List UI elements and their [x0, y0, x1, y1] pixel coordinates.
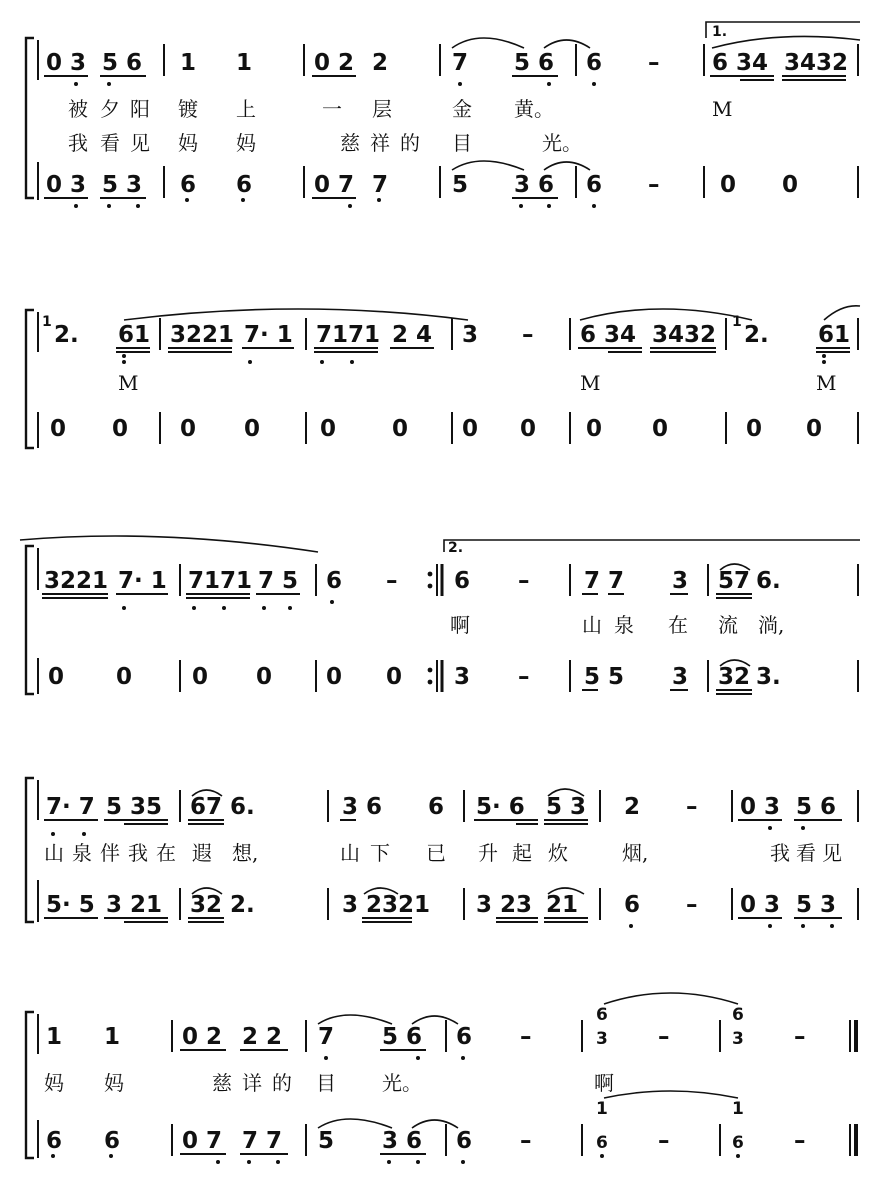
note: 7· 1 [118, 568, 167, 594]
system-brace [26, 38, 34, 198]
note: 5 35 [106, 794, 163, 820]
lyric: 详 [242, 1071, 262, 1095]
lyric: 黄。 [514, 97, 554, 121]
lyrics-verse-1 [44, 841, 842, 865]
note: 3 21 [106, 892, 163, 918]
lyric: 淌, [758, 613, 785, 637]
dash: – [386, 568, 398, 594]
note: 0 [50, 416, 67, 442]
lyric: 见 [130, 131, 150, 155]
note: 7 [318, 1024, 335, 1050]
volta-number: 2. [448, 540, 464, 556]
dash: – [522, 322, 534, 348]
note-dot [348, 204, 352, 208]
note: 5 6 [382, 1024, 423, 1050]
chord-upper: 6 [732, 1005, 744, 1025]
note: 3 [672, 664, 689, 690]
note-dot [519, 204, 523, 208]
note-dot [192, 606, 196, 610]
note: 2 [372, 50, 389, 76]
note: 21 [546, 892, 579, 918]
note-dot [830, 924, 834, 928]
dash: – [648, 172, 660, 198]
note: 5 6 [102, 50, 143, 76]
note: 0 [320, 416, 337, 442]
note-dot [350, 360, 354, 364]
note: 6. [756, 568, 781, 594]
note: 5 6 [796, 794, 837, 820]
lyric: 妈 [178, 131, 198, 155]
note-dot [822, 360, 826, 364]
chord-lower: 3 [732, 1029, 744, 1049]
alto-line [48, 660, 858, 694]
note-dot [324, 1056, 328, 1060]
lyric: 伴 [100, 841, 120, 865]
lyric: 慈 [340, 131, 360, 155]
alto-line [44, 161, 858, 208]
note: 0 3 [740, 892, 781, 918]
note: 3 6 [342, 794, 383, 820]
lyric: 我 [128, 841, 148, 865]
lyric: 妈 [236, 131, 256, 155]
note: 7 5 [258, 568, 299, 594]
note: 3 [454, 664, 471, 690]
note: 1 [236, 50, 253, 76]
note-dot [107, 82, 111, 86]
lyric: 起 [512, 841, 532, 865]
note: 5 3 [546, 794, 587, 820]
note: 1 [180, 50, 197, 76]
slur [824, 306, 860, 320]
lyrics-verse-2 [68, 131, 582, 155]
note-dot [51, 1154, 55, 1158]
note-dot [416, 1160, 420, 1164]
dash: – [520, 1024, 532, 1050]
note: 6 [180, 172, 197, 198]
note: 0 [116, 664, 133, 690]
dash: – [686, 892, 698, 918]
note: 6. [230, 794, 255, 820]
soprano-line [46, 993, 856, 1060]
note: 2 4 [392, 322, 433, 348]
note-dot [222, 606, 226, 610]
note: 0 [392, 416, 409, 442]
dash: – [658, 1024, 670, 1050]
note: 7171 [316, 322, 381, 348]
note-dot [288, 606, 292, 610]
note: 0 [180, 416, 197, 442]
note-dot [109, 1154, 113, 1158]
note: 0 [112, 416, 129, 442]
note: 3221 [170, 322, 235, 348]
note: 1 [104, 1024, 121, 1050]
note: 3 [462, 322, 479, 348]
note: 0 3 [740, 794, 781, 820]
note: 6 [586, 172, 603, 198]
dash: – [648, 50, 660, 76]
lyric: 一 [322, 97, 342, 121]
alto-line [50, 412, 858, 444]
note: 0 2 [182, 1024, 223, 1050]
slur [604, 1091, 738, 1098]
note: 61 [818, 322, 851, 348]
lyric: 在 [156, 841, 176, 865]
fermata-number: 1 [42, 314, 52, 330]
lyric: 金 [452, 97, 472, 121]
dash: – [794, 1128, 806, 1154]
humming-marks [118, 371, 836, 395]
note-dot [107, 204, 111, 208]
note-dot [122, 360, 126, 364]
note: 0 [652, 416, 669, 442]
note-dot [592, 204, 596, 208]
lyric: 山 [340, 841, 360, 865]
repeat-dot [428, 572, 433, 577]
note-dot [768, 826, 772, 830]
chord-lower: 6 [732, 1133, 744, 1153]
note: 6 [46, 1128, 63, 1154]
note-dot [822, 354, 826, 358]
lyric: 慈 [212, 1071, 232, 1095]
note: 6 [104, 1128, 121, 1154]
soprano-line [44, 36, 860, 86]
note-dot [592, 82, 596, 86]
note: 2 [624, 794, 641, 820]
lyric: 泉 [72, 841, 92, 865]
note: 0 3 [46, 50, 87, 76]
system-5 [26, 993, 856, 1164]
dash: – [794, 1024, 806, 1050]
slur [412, 1016, 458, 1024]
note: 2. [54, 322, 79, 348]
note-dot [801, 924, 805, 928]
note: 5· 6 [476, 794, 525, 820]
note-dot [377, 198, 381, 202]
note: 0 [244, 416, 261, 442]
lyric: 见 [822, 841, 842, 865]
lyric: 层 [372, 97, 392, 121]
lyric: 阳 [130, 97, 150, 121]
note-dot [247, 1160, 251, 1164]
lyric: 光。 [542, 131, 582, 155]
lyrics-verse-1 [450, 613, 784, 637]
dash: – [518, 568, 530, 594]
lyric: 流 [718, 613, 738, 637]
note: 3. [756, 664, 781, 690]
volta-bracket [706, 22, 860, 38]
volta-number: 1. [712, 24, 728, 40]
note: 2. [744, 322, 769, 348]
note: 6 [456, 1128, 473, 1154]
note: 7· 1 [244, 322, 293, 348]
note-dot [136, 204, 140, 208]
humming-mark: M [816, 371, 837, 395]
note: 2 2 [242, 1024, 283, 1050]
lyrics-verse-1 [68, 97, 732, 121]
note-dot [547, 82, 551, 86]
note-dot [216, 1160, 220, 1164]
note-dot [320, 360, 324, 364]
humming-mark: M [118, 371, 139, 395]
lyric: 我 [770, 841, 790, 865]
note: 0 3 [46, 172, 87, 198]
note: 6 [586, 50, 603, 76]
note: 5 3 [102, 172, 143, 198]
note: 5 [452, 172, 469, 198]
note: 0 2 [314, 50, 355, 76]
note-dot [122, 354, 126, 358]
soprano-line [42, 306, 860, 364]
lyric: 光。 [382, 1071, 422, 1095]
slur [318, 1015, 392, 1024]
note-dot [461, 1160, 465, 1164]
note: 0 [586, 416, 603, 442]
note: 0 [386, 664, 403, 690]
note: 5 5 [584, 664, 625, 690]
system-brace [26, 1012, 34, 1158]
lyric: 炊 [548, 841, 568, 865]
lyric: 妈 [44, 1071, 64, 1095]
alto-line [44, 888, 858, 928]
note-dot [330, 600, 334, 604]
note: 0 [720, 172, 737, 198]
note-dot [387, 1160, 391, 1164]
lyric: 想, [232, 841, 259, 865]
lyric: 我 [68, 131, 88, 155]
lyric: 升 [478, 841, 498, 865]
alto-line [46, 1099, 856, 1164]
note: 57 [718, 568, 751, 594]
lyric: 遐 [192, 841, 212, 865]
lyric: 夕 [100, 97, 120, 121]
soprano-line [44, 789, 858, 836]
lyric: 啊 [594, 1071, 614, 1095]
volta-bracket [444, 540, 860, 552]
lyric: 看 [100, 131, 120, 155]
note-dot [547, 204, 551, 208]
chord-upper: 1 [732, 1099, 744, 1119]
dash: – [658, 1128, 670, 1154]
note: 0 [782, 172, 799, 198]
humming-mark: M [712, 97, 733, 121]
note: 7 7 [584, 568, 625, 594]
lyric: 上 [236, 97, 256, 121]
system-4 [26, 778, 858, 928]
slur [604, 993, 738, 1004]
note: 0 [326, 664, 343, 690]
chord-upper: 1 [596, 1099, 608, 1119]
slur [544, 40, 590, 48]
lyric: 下 [370, 841, 390, 865]
note-dot [122, 606, 126, 610]
system-brace [26, 310, 34, 448]
fermata-number: 1 [732, 314, 742, 330]
lyric: 目 [316, 1071, 336, 1095]
note: 0 [256, 664, 273, 690]
note: 6 [456, 1024, 473, 1050]
note-dot [82, 832, 86, 836]
note: 7 7 [242, 1128, 283, 1154]
lyric: 已 [426, 841, 446, 865]
note: 0 7 [182, 1128, 223, 1154]
chord-lower: 6 [596, 1133, 608, 1153]
note: 61 [118, 322, 151, 348]
slur [452, 38, 524, 48]
note: 5 3 [796, 892, 837, 918]
note-dot [736, 1154, 740, 1158]
lyric: 在 [668, 613, 688, 637]
lyric: 山 [582, 613, 602, 637]
note: 7 [372, 172, 389, 198]
note-dot [801, 826, 805, 830]
lyric: 妈 [104, 1071, 124, 1095]
lyrics-verse-1 [44, 1071, 614, 1095]
lyric: 镀 [178, 97, 198, 121]
slur [712, 36, 860, 48]
note-dot [629, 924, 633, 928]
note: 0 [806, 416, 823, 442]
note: 3432 [652, 322, 717, 348]
soprano-line [42, 564, 858, 610]
repeat-dot [428, 584, 433, 589]
note: 6 [236, 172, 253, 198]
note: 6 [454, 568, 471, 594]
slur [124, 309, 468, 320]
chord-lower: 3 [596, 1029, 608, 1049]
note-dot [51, 832, 55, 836]
note: 3 [672, 568, 689, 594]
note-dot [768, 924, 772, 928]
note: 1 [46, 1024, 63, 1050]
note: 6 [624, 892, 641, 918]
dash: – [518, 664, 530, 690]
note: 32 [718, 664, 751, 690]
system-brace [26, 778, 34, 922]
humming-mark: M [580, 371, 601, 395]
note: 6 34 [712, 50, 769, 76]
note-dot [600, 1154, 604, 1158]
repeat-dot [428, 668, 433, 673]
note: 7 [452, 50, 469, 76]
lyric: 看 [796, 841, 816, 865]
system-1 [26, 22, 860, 208]
note: 7· 7 [46, 794, 95, 820]
lyric: 泉 [614, 613, 634, 637]
lyric: 烟, [622, 841, 649, 865]
note: 0 [48, 664, 65, 690]
dash: – [686, 794, 698, 820]
note: 3 6 [382, 1128, 423, 1154]
slur [544, 162, 590, 170]
note: 0 [520, 416, 537, 442]
note-dot [185, 198, 189, 202]
note: 3 2321 [342, 892, 431, 918]
note: 5 6 [514, 50, 555, 76]
note-dot [458, 82, 462, 86]
dash: – [520, 1128, 532, 1154]
note: 0 [192, 664, 209, 690]
note: 67 [190, 794, 223, 820]
chord-upper: 6 [596, 1005, 608, 1025]
note: 6 [428, 794, 445, 820]
note-dot [74, 82, 78, 86]
note-dot [416, 1056, 420, 1060]
slur [412, 1120, 458, 1128]
lyric: 的 [272, 1071, 292, 1095]
note: 32 [190, 892, 223, 918]
lyric: 被 [68, 97, 88, 121]
note: 5· 5 [46, 892, 95, 918]
repeat-dot [428, 680, 433, 685]
note-dot [461, 1056, 465, 1060]
note: 3221 [44, 568, 109, 594]
lyric: 山 [44, 841, 64, 865]
note: 0 [746, 416, 763, 442]
note: 6 [326, 568, 343, 594]
lyric: 祥 [370, 131, 390, 155]
note: 7171 [188, 568, 253, 594]
system-3 [20, 536, 860, 694]
lyric: 目 [452, 131, 472, 155]
note-dot [262, 606, 266, 610]
note: 5 [318, 1128, 335, 1154]
note: 6 34 [580, 322, 637, 348]
note: 3 23 [476, 892, 533, 918]
note: 3 6 [514, 172, 555, 198]
slur [452, 161, 524, 170]
lyric: 的 [400, 131, 420, 155]
system-2 [26, 306, 860, 448]
system-brace [26, 546, 34, 694]
note: 2. [230, 892, 255, 918]
note-dot [276, 1160, 280, 1164]
note-dot [248, 360, 252, 364]
note-dot [74, 204, 78, 208]
note: 3432 [784, 50, 849, 76]
note-dot [241, 198, 245, 202]
slur [318, 1119, 392, 1128]
note: 0 [462, 416, 479, 442]
lyric: 啊 [450, 613, 470, 637]
slur [20, 536, 318, 552]
note: 0 7 [314, 172, 355, 198]
